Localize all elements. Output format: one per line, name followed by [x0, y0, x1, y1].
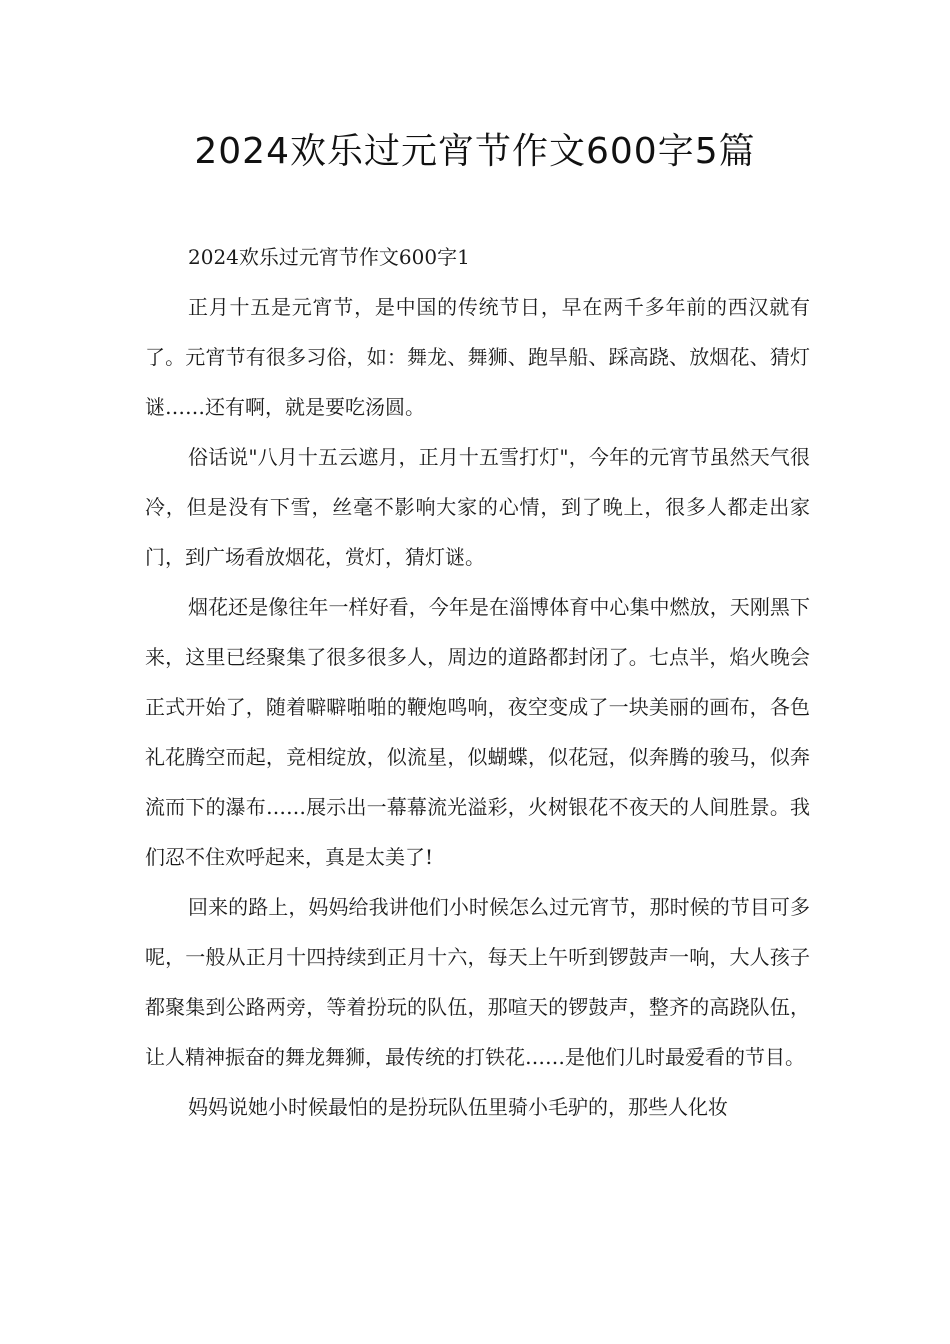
document-title: 2024欢乐过元宵节作文600字5篇 [194, 131, 756, 172]
section-heading: 2024欢乐过元宵节作文600字1 [188, 245, 470, 269]
paragraph-5: 妈妈说她小时候最怕的是扮玩队伍里骑小毛驴的，那些人化妆 [188, 1095, 728, 1119]
document-body [145, 232, 810, 1132]
paragraph-4: 回来的路上，妈妈给我讲他们小时候怎么过元宵节，那时候的节目可多呢，一般从正月十四持续到正月十六，每天上午听到锣鼓声一响，大人孩子都聚集到公路两旁，等着扮玩的队伍，那喧天的锣鼓声，整齐的高跷队伍，让人精神振奋的舞龙舞狮，最传统的打铁花……是他们儿时最爱看的节目。 [145, 895, 810, 1069]
paragraph-2: 俗话说"八月十五云遮月，正月十五雪打灯"，今年的元宵节虽然天气很冷，但是没有下雪，丝毫不影响大家的心情，到了晚上，很多人都走出家门，到广场看放烟花，赏灯，猜灯谜。 [145, 445, 810, 569]
paragraph-3: 烟花还是像往年一样好看，今年是在淄博体育中心集中燃放，天刚黑下来，这里已经聚集了很多很多人，周边的道路都封闭了。七点半，焰火晚会正式开始了，随着噼噼啪啪的鞭炮鸣响，夜空变成了一块美丽的画布，各色礼花腾空而起，竞相绽放，似流星，似蝴蝶，似花冠，似奔腾的骏马，似奔流而下的瀑布……展示出一幕幕流光溢彩，火树银花不夜天的人间胜景。我们忍不住欢呼起来，真是太美了! [145, 595, 810, 869]
paragraph-1: 正月十五是元宵节，是中国的传统节日，早在两千多年前的西汉就有了。元宵节有很多习俗，如：舞龙、舞狮、跑旱船、踩高跷、放烟花、猜灯谜……还有啊，就是要吃汤圆。 [145, 295, 810, 419]
